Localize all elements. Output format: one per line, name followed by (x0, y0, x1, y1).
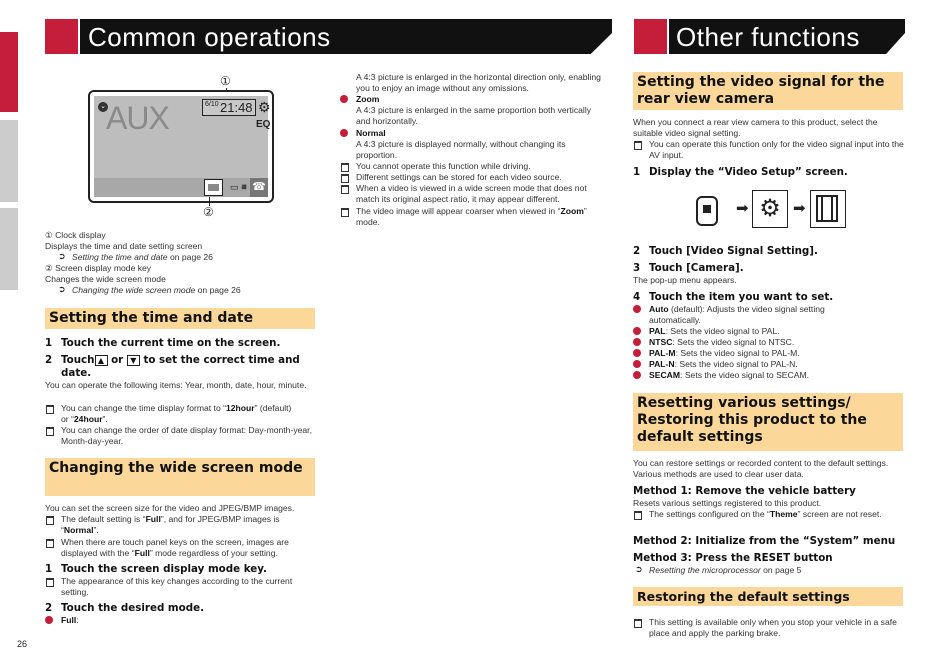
option-ntsc: NTSC: Sets the video signal to NTSC. (633, 337, 794, 348)
unit-screen (88, 90, 274, 203)
wide-step-1-note: The appearance of this key changes according to the current setting. (45, 576, 320, 598)
callout-2: ② (203, 205, 214, 219)
date-value: 6/10 (205, 101, 219, 108)
legend-mode-ref[interactable]: ➲ Changing the wide screen mode on page 26 (56, 285, 241, 296)
wide-step-1: 1 Touch the screen display mode key. (45, 563, 267, 575)
arrow-right-icon: ➡ (736, 200, 749, 217)
normal-desc: A 4:3 picture is displayed normally, without changing its proportion. (356, 139, 566, 161)
video-step-1: 1 Display the “Video Setup” screen. (633, 166, 848, 178)
reset-desc: You can restore settings or recorded content to the default settings. Various methods are used to clear user data. (633, 458, 889, 480)
screen-display (94, 96, 271, 197)
arrow-right-icon: ➡ (793, 200, 806, 217)
time-step-2: 2 Touch ▲ or ▼ to set the correct time and (45, 354, 300, 366)
section-title-time: Setting the time and date (45, 308, 315, 329)
time-value: 21:48 (220, 100, 253, 115)
legend-clock-label: ① Clock display (45, 230, 106, 240)
method-1-desc: Resets various settings registered to this product. (633, 498, 822, 508)
side-tab (0, 120, 18, 202)
eq-label[interactable]: EQ (256, 119, 271, 130)
mode-zoom: Zoom (340, 94, 379, 105)
up-arrow-icon: ▲ (95, 355, 108, 366)
mode-full: Full: (45, 615, 79, 626)
method-2: Method 2: Initialize from the “System” menu (633, 535, 896, 547)
zoom-desc: A 4:3 picture is enlarged in the same proportion both vertically and horizontally. (356, 105, 592, 127)
legend-clock-ref[interactable]: ➲ Setting the time and date on page 26 (56, 252, 213, 263)
middle-note-4: The video image will appear coarser when viewed in “Zoom” mode. (340, 206, 610, 228)
side-tab-active (0, 32, 18, 112)
header-accent (45, 19, 78, 54)
section-title-video: Setting the video signal for the rear view camera (633, 72, 903, 110)
section-title-wide: Changing the wide screen mode (45, 458, 315, 496)
down-arrow-icon: ▼ (127, 355, 140, 366)
middle-note-3: When a video is viewed in a wide screen mode that does not match its original aspect ratio, it may appear different. (340, 183, 610, 205)
method-3: Method 3: Press the RESET button (633, 552, 833, 564)
option-secam: SECAM: Sets the video signal to SECAM. (633, 370, 809, 381)
wide-desc: You can set the screen size for the video and JPEG/BMP images. (45, 503, 295, 513)
side-tab (0, 208, 18, 290)
page-title-left: Common operations (88, 22, 331, 52)
time-step-1: 1 Touch the current time on the screen. (45, 337, 281, 349)
settings-icon[interactable]: ⚙ (258, 99, 271, 115)
full-mode-desc: A 4:3 picture is enlarged in the horizontal direction only, enabling you to enjoy an image without any omissions. (356, 72, 601, 94)
method-1-note: The settings configured on the “Theme” screen are not reset. (633, 509, 895, 520)
phone-icon[interactable]: ☎ (250, 178, 268, 197)
middle-note-2: Different settings can be stored for each video source. (340, 172, 610, 183)
option-auto: Auto (default): Adjusts the video signal setting automatically. (633, 304, 873, 326)
wide-step-2: 2 Touch the desired mode. (45, 602, 204, 614)
legend-clock-desc: Displays the time and date setting screen (45, 241, 203, 251)
header-accent (634, 19, 667, 54)
callout-1: ① (220, 74, 231, 88)
legend-mode-label: ② Screen display mode key (45, 263, 152, 273)
screen-display-mode-key[interactable] (204, 179, 223, 196)
option-pal-n: PAL-N: Sets the video signal to PAL-N. (633, 359, 798, 370)
option-pal-m: PAL-M: Sets the video signal to PAL-M. (633, 348, 800, 359)
chevron-down-icon: ⌄ (98, 102, 108, 112)
video-film-icon (810, 190, 846, 228)
video-step-3: 3 Touch [Camera]. (633, 262, 744, 274)
settings-icon: ⚙ (752, 190, 788, 228)
time-note-1: You can change the time display format to “12hour” (default) or “24hour”. (45, 403, 320, 425)
video-desc: When you connect a rear view camera to this product, select the suitable video signal setting. (633, 117, 878, 139)
wide-note-2: When there are touch panel keys on the screen, images are displayed with the “Full” mode regardless of your setting. (45, 537, 317, 559)
home-button-icon (694, 192, 730, 230)
restore-note: This setting is available only when you stop your vehicle in a safe place and apply the parking brake. (633, 617, 905, 639)
time-note-2: You can change the order of date display format: Day-month-year, Month-day-year. (45, 425, 320, 447)
page-title-right: Other functions (676, 22, 860, 52)
camera-icon[interactable]: ▭◾ (230, 182, 250, 192)
method-1: Method 1: Remove the vehicle battery (633, 485, 856, 497)
wide-note-1: The default setting is “Full”, and for JPEG/BMP images is “Normal”. (45, 514, 320, 536)
source-label: AUX (106, 100, 169, 136)
video-step-3-desc: The pop-up menu appears. (633, 275, 737, 285)
video-step-4: 4 Touch the item you want to set. (633, 291, 834, 303)
page-number: 26 (17, 639, 28, 649)
legend-mode-desc: Changes the wide screen mode (45, 274, 166, 284)
video-note: You can operate this function only for the video signal input into the AV input. (633, 139, 905, 161)
option-pal: PAL: Sets the video signal to PAL. (633, 326, 780, 337)
time-step-2-cont: date. (61, 367, 92, 379)
mode-normal: Normal (340, 128, 386, 139)
subsection-title-restore: Restoring the default settings (633, 587, 903, 606)
video-step-2: 2 Touch [Video Signal Setting]. (633, 245, 818, 257)
clock-display[interactable] (202, 99, 256, 116)
time-desc: You can operate the following items: Year, month, date, hour, minute. (45, 380, 307, 390)
method-3-ref[interactable]: ➲ Resetting the microprocessor on page 5 (633, 565, 801, 576)
section-title-reset: Resetting various settings/ Restoring this product to the default settings (633, 393, 903, 451)
middle-note-1: You cannot operate this function while driving. (340, 161, 610, 172)
